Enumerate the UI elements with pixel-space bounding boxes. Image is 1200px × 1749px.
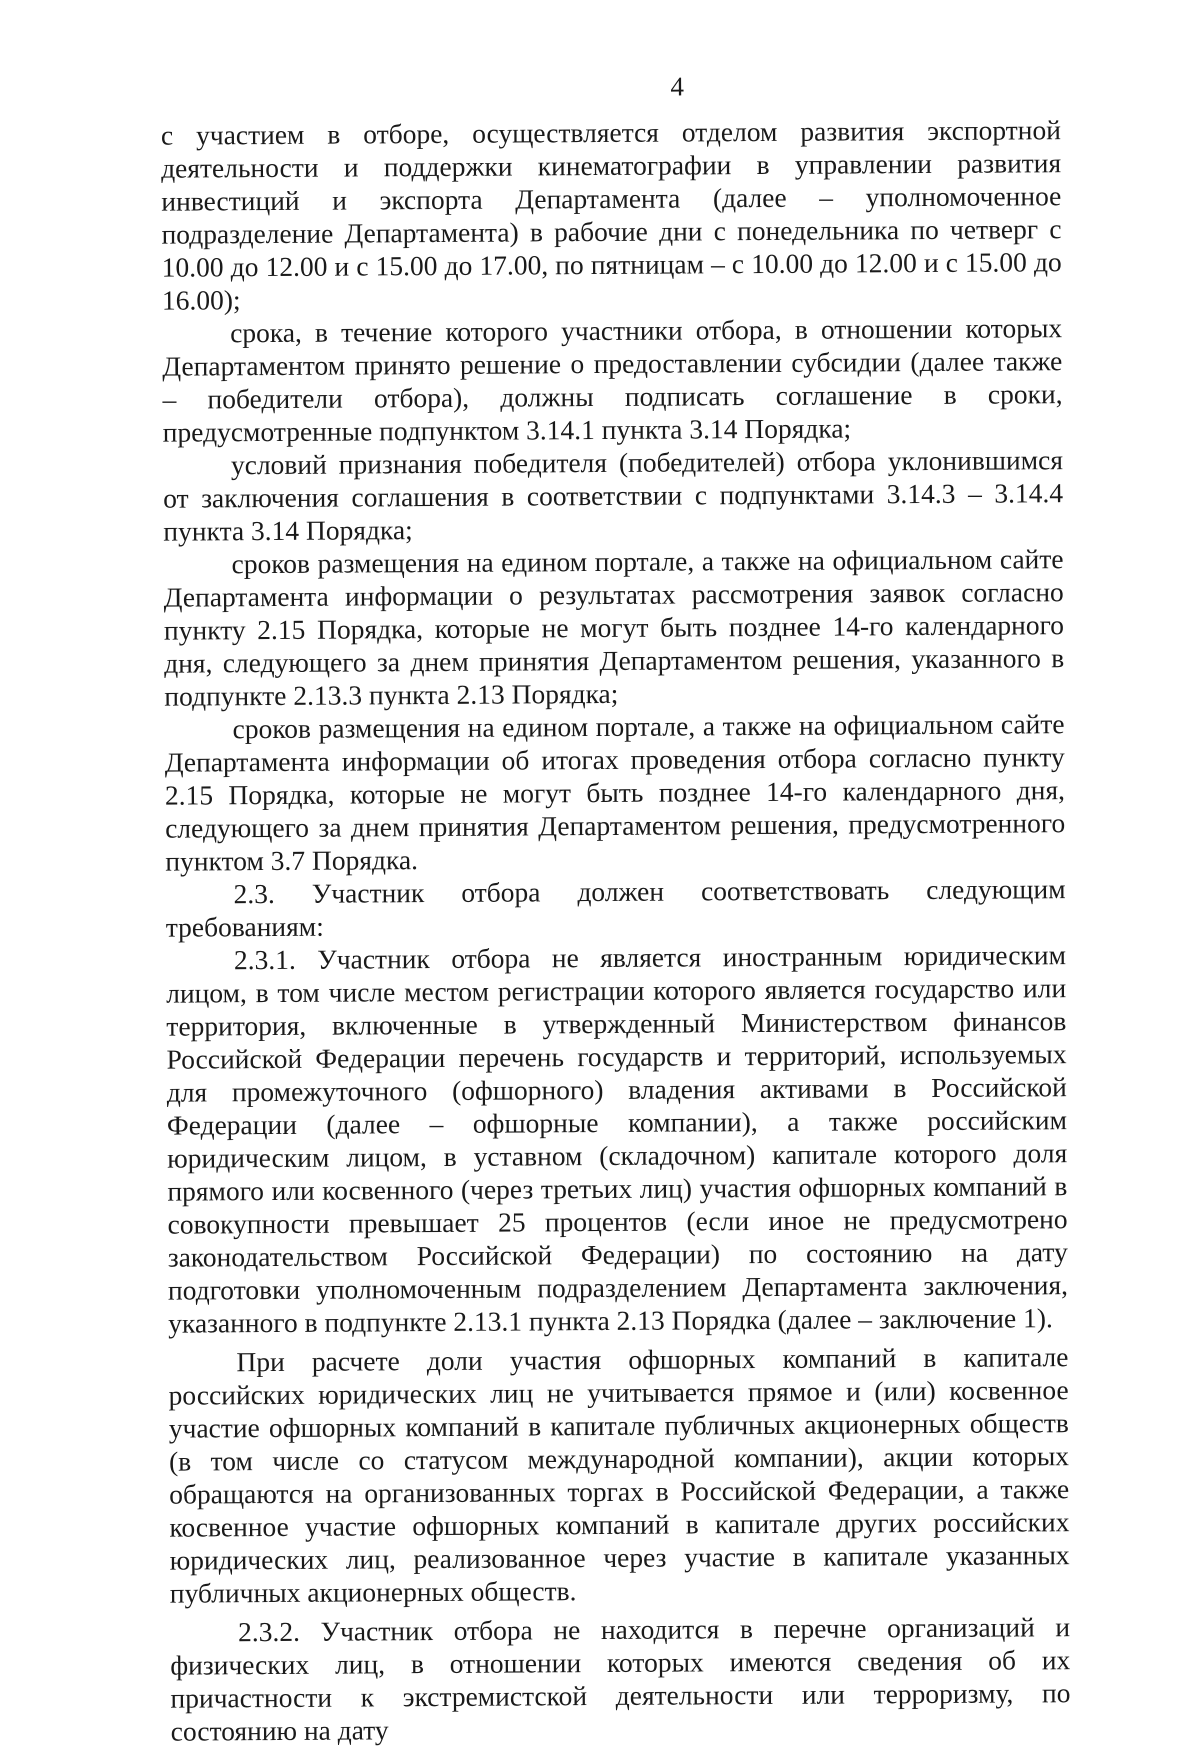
paragraph-2-3-2-extremism: 2.3.2. Участник отбора не находится в перечне организаций и физических лиц, в отношении которых имеются сведения об их причастности к экстремистской деятельности или терроризму, по состоянию на дату bbox=[170, 1611, 1071, 1747]
paragraph-offshore-calculation: При расчете доли участия офшорных компаний в капитале российских юридических лиц не учитывается прямое и (или) косвенное участие офшорных компаний в капитале публичных акционерных обществ (в том числе со статусом международной компании), акции которых обращаются на организованных торгах в Российской Федерации, а также косвенное участие офшорных компаний в капитале других российских юридических лиц, реализованное через участие в капитале указанных публичных акционерных обществ. bbox=[168, 1341, 1070, 1609]
paragraph-continuation: с участием в отборе, осуществляется отделом развития экспортной деятельности и поддержки кинематографии в управлении развития инвестиций и экспорта Департамента (далее – уполномоченное подразделение Департамента) в рабочие дни с понедельника по четверг с 10.00 до 12.00 и с 15.00 до 17.00, по пятницам – с 10.00 до 12.00 и с 15.00 до 16.00); bbox=[160, 114, 1062, 316]
document-body bbox=[161, 113, 1071, 1747]
paragraph-review-results-deadline: сроков размещения на едином портале, а также на официальном сайте Департамента информации о результатах рассмотрения заявок согласно пункту 2.15 Порядка, которые не могут быть позднее 14-го календарного дня, следующего за днем принятия Департаментом решения, указанного в подпункте 2.13.3 пункта 2.13 Порядка; bbox=[163, 543, 1065, 712]
paragraph-2-3-requirements: 2.3. Участник отбора должен соответствовать следующим требованиям: bbox=[165, 873, 1066, 943]
page-number: 4 bbox=[670, 71, 684, 102]
paragraph-selection-results-deadline: сроков размещения на едином портале, а также на официальном сайте Департамента информации об итогах проведения отбора согласно пункту 2.15 Порядка, которые не могут быть позднее 14-го календарного дня, следующего за днем принятия Департаментом решения, предусмотренного пунктом 3.7 Порядка. bbox=[164, 708, 1066, 877]
paragraph-signing-deadline: срока, в течение которого участники отбора, в отношении которых Департаментом принято решение о предоставлении субсидии (далее также – победители отбора), должны подписать соглашение в сроки, предусмотренные подпунктом 3.14.1 пункта 3.14 Порядка; bbox=[162, 312, 1063, 448]
paragraph-2-3-1-offshore: 2.3.1. Участник отбора не является иностранным юридическим лицом, в том числе местом регистрации которого является государство или территория, включенные в утвержденный Министерством финансов Российской Федерации перечень государств и территорий, используемых для промежуточного (офшорного) владения активами в Российской Федерации (далее – офшорные компании), а также российским юридическим лицом, в уставном (складочном) капитале которого доля прямого или косвенного (через третьих лиц) участия офшорных компаний в совокупности превышает 25 процентов (если иное не предусмотрено законодательством Российской Федерации) по состоянию на дату подготовки уполномоченным подразделением Департамента заключения, указанного в подпункте 2.13.1 пункта 2.13 Порядка (далее – заключение 1). bbox=[166, 939, 1069, 1339]
paragraph-evasion-conditions: условий признания победителя (победителей) отбора уклонившимся от заключения соглашения в соответствии с подпунктами 3.14.3 – 3.14.4 пункта 3.14 Порядка; bbox=[163, 444, 1064, 547]
